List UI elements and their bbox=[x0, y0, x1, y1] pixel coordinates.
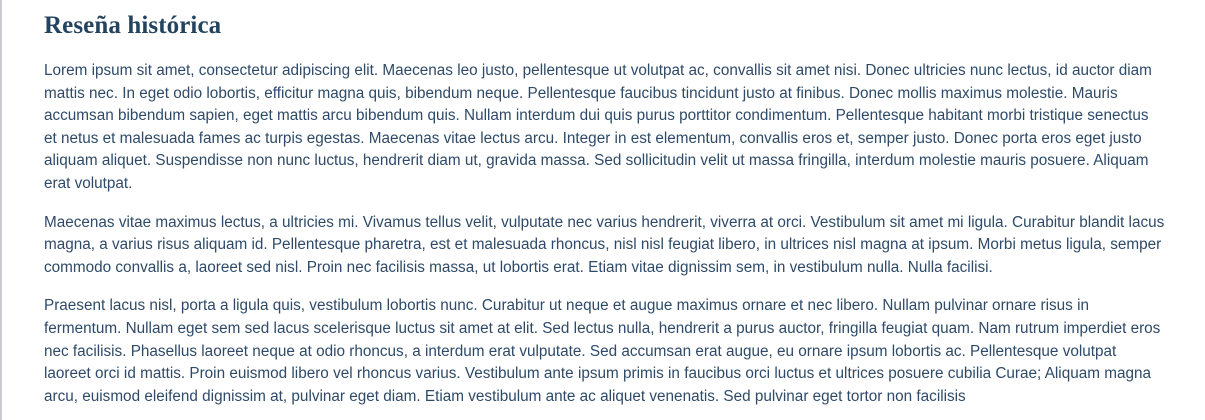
paragraph: Lorem ipsum sit amet, consectetur adipiscing elit. Maecenas leo justo, pellentesque ut volutpat ac, convallis sit amet nisi. Donec ultricies nunc lectus, id auctor diam mattis nec. In eget odio lobortis, efficitur magna quis, bibendum neque. Pellentesque faucibus tincidunt justo at finibus. Donec mollis maximus molestie. Mauris accumsan bibendum sapien, eget mattis arcu bibendum quis. Nullam interdum dui quis purus porttitor condimentum. Pellentesque habitant morbi tristique senectus et netus et malesuada fames ac turpis egestas. Maecenas vitae lectus arcu. Integer in est elementum, convallis eros et, semper justo. Donec porta eros eget justo aliquam aliquet. Suspendisse non nunc luctus, hendrerit diam ut, gravida massa. Sed sollicitudin velit ut massa fringilla, interdum molestie mauris posuere. Aliquam erat volutpat. bbox=[44, 62, 1152, 192]
left-margin-rule bbox=[0, 0, 2, 420]
article-body bbox=[44, 40, 1165, 408]
page-title: Reseña histórica bbox=[44, 12, 222, 39]
paragraph: Maecenas vitae maximus lectus, a ultricies mi. Vivamus tellus velit, vulputate nec varius hendrerit, viverra at orci. Vestibulum sit amet mi ligula. Curabitur blandit lacus magna, a varius risus aliquam id. Pellentesque pharetra, est et malesuada rhoncus, nisl nisl feugiat libero, in ultrices nisl magna at ipsum. Morbi metus ligula, semper commodo convallis a, laoreet sed nisl. Proin nec facilisis massa, ut lobortis erat. Etiam vitae dignissim sem, in vestibulum nulla. Nulla facilisi. bbox=[44, 213, 1165, 276]
paragraph: Praesent lacus nisl, porta a ligula quis, vestibulum lobortis nunc. Curabitur ut neque et augue maximus ornare et nec libero. Nullam pulvinar ornare risus in fermentum. Nullam eget sem sed lacus scelerisque luctus sit amet at elit. Sed lectus nulla, hendrerit a purus auctor, fringilla feugiat quam. Nam rutrum imperdiet eros nec facilisis. Phasellus laoreet neque at odio rhoncus, a interdum erat vulputate. Sed accumsan erat augue, eu ornare ipsum lobortis ac. Pellentesque volutpat laoreet orci id mattis. Proin euismod libero vel rhoncus varius. Vestibulum ante ipsum primis in faucibus orci luctus et ultrices posuere cubilia Curae; Aliquam magna arcu, euismod eleifend dignissim at, pulvinar eget diam. Etiam vestibulum ante ac aliquet venenatis. Sed pulvinar eget tortor non facilisis bbox=[44, 297, 1161, 405]
